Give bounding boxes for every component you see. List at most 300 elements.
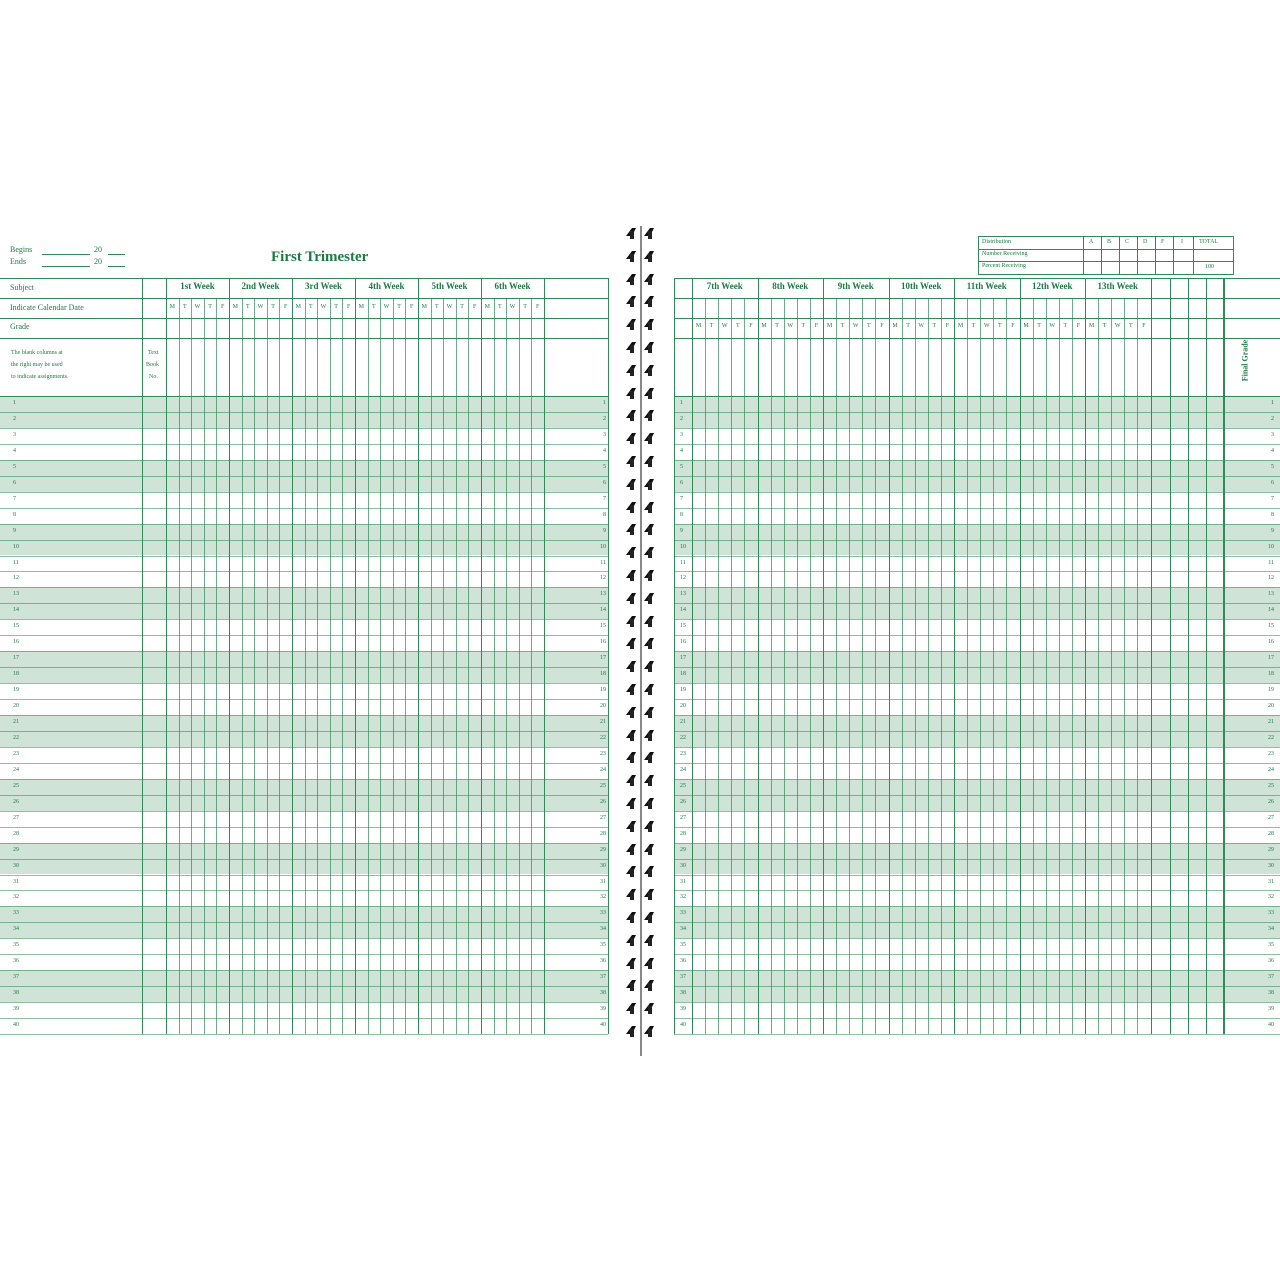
- row-rule: [674, 986, 1280, 987]
- right-page: [660, 0, 1280, 1280]
- row-number: 26: [600, 798, 606, 805]
- row-number: 4: [680, 447, 683, 454]
- day-letter: W: [194, 304, 201, 310]
- spiral-ring-icon: [624, 956, 640, 965]
- shaded-row: [674, 906, 1280, 922]
- day-letter: T: [372, 304, 376, 310]
- row-number: 23: [13, 750, 19, 757]
- day-letter: T: [840, 323, 845, 329]
- day-rule: [456, 298, 457, 1034]
- day-rule: [431, 298, 432, 1034]
- day-letter: M: [295, 304, 301, 310]
- blank-column-rule: [1188, 278, 1189, 1034]
- row-number: 37: [13, 974, 19, 981]
- row-number: 34: [13, 926, 19, 933]
- day-letter: F: [1076, 323, 1081, 329]
- day-rule: [1033, 298, 1034, 1034]
- row-number: 13: [680, 591, 686, 598]
- spiral-ring-icon: [624, 614, 640, 623]
- row-number: 31: [680, 878, 686, 885]
- spiral-ring-icon: [624, 226, 640, 235]
- day-letter: W: [257, 304, 264, 310]
- day-rule: [531, 298, 532, 1034]
- shaded-row: [674, 970, 1280, 986]
- day-letter: T: [932, 323, 937, 329]
- row-number: 17: [1268, 655, 1274, 662]
- spiral-ring-icon: [624, 682, 640, 691]
- day-letter: W: [852, 323, 859, 329]
- day-letter: T: [523, 304, 527, 310]
- row-number: 22: [600, 734, 606, 741]
- week-rule: [229, 278, 230, 1034]
- day-letter: T: [271, 304, 275, 310]
- day-rule: [1137, 298, 1138, 1034]
- percent-total: 100: [1205, 264, 1214, 270]
- row-number: 4: [13, 447, 16, 454]
- row-number: 30: [680, 862, 686, 869]
- day-letter: M: [1023, 323, 1029, 329]
- row-rule: [674, 1034, 1280, 1035]
- day-rule: [967, 298, 968, 1034]
- day-letter: M: [761, 323, 767, 329]
- header-rule: [674, 278, 1280, 279]
- row-number: 16: [600, 639, 606, 646]
- day-rule: [1006, 298, 1007, 1034]
- row-number: 38: [680, 990, 686, 997]
- shaded-row: [674, 922, 1280, 938]
- row-rule: [674, 954, 1280, 955]
- percent-receiving-label: Percent Receiving: [982, 263, 1026, 269]
- row-number: 16: [13, 639, 19, 646]
- week-rule: [954, 278, 955, 1034]
- day-letter: T: [183, 304, 187, 310]
- row-rule: [674, 859, 1280, 860]
- row-number: 25: [13, 782, 19, 789]
- day-letter: W: [918, 323, 925, 329]
- row-number: 15: [680, 623, 686, 630]
- shaded-row: [674, 731, 1280, 747]
- row-number: 40: [13, 1022, 19, 1029]
- row-number: 5: [1271, 463, 1274, 470]
- row-rule: [674, 747, 1280, 748]
- row-rule: [674, 1002, 1280, 1003]
- row-number: 31: [600, 878, 606, 885]
- row-number: 30: [600, 862, 606, 869]
- week-label: 10th Week: [900, 281, 942, 291]
- row-number: 36: [600, 958, 606, 965]
- header-rule: [0, 278, 608, 279]
- row-number: 28: [600, 830, 606, 837]
- row-number: 7: [680, 495, 683, 502]
- week-rule: [823, 278, 824, 1034]
- day-letter: W: [787, 323, 794, 329]
- day-rule: [368, 298, 369, 1034]
- week-rule: [889, 278, 890, 1034]
- row-number: 10: [13, 543, 19, 550]
- row-number: 27: [680, 814, 686, 821]
- spiral-ring-icon: [624, 659, 640, 668]
- shaded-row: [674, 715, 1280, 731]
- row-number: 9: [680, 527, 683, 534]
- day-rule: [179, 298, 180, 1034]
- row-rule: [674, 651, 1280, 652]
- row-number: 14: [600, 607, 606, 614]
- day-letter: T: [397, 304, 401, 310]
- day-rule: [191, 298, 192, 1034]
- row-number: 33: [1268, 910, 1274, 917]
- row-number: 32: [600, 894, 606, 901]
- day-rule: [279, 298, 280, 1034]
- spiral-wire: [640, 226, 642, 1056]
- grade-b-label: B: [1107, 239, 1112, 245]
- row-rule: [674, 970, 1280, 971]
- day-rule: [836, 298, 837, 1034]
- week-label: 12th Week: [1031, 281, 1073, 291]
- day-letter: W: [1114, 323, 1121, 329]
- row-number: 21: [600, 719, 606, 725]
- day-letter: F: [880, 323, 884, 329]
- blank-column-rule: [544, 278, 545, 1034]
- spiral-ring-icon: [624, 386, 640, 395]
- row-number: 34: [1268, 926, 1274, 933]
- spiral-ring-icon: [624, 864, 640, 873]
- spiral-ring-icon: [624, 545, 640, 554]
- row-number: 11: [680, 559, 686, 566]
- row-number: 6: [603, 479, 606, 486]
- day-letter: W: [983, 323, 990, 329]
- day-letter: F: [814, 323, 819, 329]
- row-number: 10: [600, 543, 606, 550]
- day-rule: [718, 298, 719, 1034]
- calendar-date-label: Indicate Calendar Date: [10, 303, 84, 312]
- left-attendance-grid: [0, 0, 620, 1280]
- spiral-ring-icon: [624, 408, 640, 417]
- row-number: 10: [1268, 543, 1274, 550]
- row-number: 18: [600, 671, 606, 678]
- row-number: 12: [600, 575, 606, 582]
- row-number: 30: [1268, 862, 1274, 869]
- week-rule: [292, 278, 293, 1034]
- day-rule: [744, 298, 745, 1034]
- spiral-ring-icon: [624, 705, 640, 714]
- textbook-column-rule: [166, 278, 167, 1034]
- row-number: 29: [13, 846, 19, 853]
- row-number: 23: [600, 750, 606, 757]
- grade-f-label: F: [1161, 239, 1165, 245]
- week-label: 11th Week: [966, 281, 1007, 291]
- page-title: First Trimester: [271, 249, 369, 265]
- day-rule: [1046, 298, 1047, 1034]
- blank-column-rule: [1206, 278, 1207, 1034]
- row-number: 8: [680, 511, 683, 518]
- day-letter: M: [957, 323, 964, 329]
- day-letter: W: [383, 304, 390, 310]
- day-letter: M: [169, 304, 175, 310]
- row-number: 18: [13, 671, 19, 678]
- row-number: 33: [600, 910, 606, 917]
- day-letter: T: [736, 323, 740, 329]
- row-rule: [674, 938, 1280, 939]
- row-number: 27: [13, 814, 19, 821]
- row-rule: [674, 843, 1280, 844]
- row-number: 20: [600, 703, 606, 710]
- day-letter: W: [446, 304, 453, 310]
- day-rule: [204, 298, 205, 1034]
- row-number: 37: [680, 974, 686, 981]
- row-rule: [674, 444, 1280, 445]
- row-number: 25: [680, 782, 686, 789]
- spiral-ring-icon: [624, 728, 640, 737]
- day-letter: T: [801, 323, 806, 329]
- shaded-row: [674, 476, 1280, 492]
- text-book-label-1: Text: [148, 350, 159, 356]
- row-number: 23: [1268, 750, 1274, 757]
- spiral-ring-icon: [624, 750, 640, 759]
- row-number: 19: [13, 687, 19, 694]
- row-number: 21: [1268, 719, 1274, 725]
- text-book-label-2: Book: [146, 362, 160, 368]
- spiral-ring-icon: [624, 272, 640, 281]
- day-letter: W: [1049, 323, 1056, 329]
- row-number: 7: [13, 495, 16, 502]
- week-rule: [758, 278, 759, 1034]
- ends-year: 20: [94, 257, 102, 266]
- row-number: 31: [13, 878, 19, 885]
- row-rule: [674, 763, 1280, 764]
- row-number: 1: [680, 400, 683, 406]
- row-number: 7: [603, 495, 606, 502]
- day-rule: [254, 298, 255, 1034]
- row-rule: [674, 922, 1280, 923]
- week-label: 13th Week: [1097, 281, 1139, 291]
- day-letter: F: [536, 304, 540, 310]
- row-number: 38: [13, 990, 19, 997]
- day-rule: [941, 298, 942, 1034]
- week-rule: [1020, 278, 1021, 1034]
- day-rule: [506, 298, 507, 1034]
- day-letter: T: [208, 304, 212, 310]
- day-rule: [305, 298, 306, 1034]
- day-rule: [443, 298, 444, 1034]
- row-rule: [674, 571, 1280, 572]
- spiral-ring-icon: [624, 477, 640, 486]
- day-rule: [242, 298, 243, 1034]
- distribution-label: Distribution: [982, 239, 1012, 245]
- row-number: 6: [1271, 479, 1274, 486]
- day-letter: F: [1142, 323, 1146, 329]
- day-letter: M: [484, 304, 490, 310]
- row-number: 37: [600, 974, 606, 981]
- spiral-ring-icon: [624, 796, 640, 805]
- day-rule: [915, 298, 916, 1034]
- week-rule: [1085, 278, 1086, 1034]
- grade-c-label: C: [1125, 239, 1130, 245]
- row-number: 5: [680, 463, 683, 470]
- row-number: 11: [1268, 559, 1274, 566]
- row-number: 12: [13, 575, 19, 582]
- row-rule: [674, 731, 1280, 732]
- row-rule: [674, 779, 1280, 780]
- shaded-row: [674, 524, 1280, 540]
- shaded-row: [674, 986, 1280, 1002]
- blank-column-rule: [1170, 278, 1171, 1034]
- row-rule: [674, 556, 1280, 557]
- day-rule: [342, 298, 343, 1034]
- row-rule: [674, 875, 1280, 876]
- shaded-row: [674, 843, 1280, 859]
- label-column-rule: [142, 278, 143, 1034]
- spiral-ring-icon: [624, 431, 640, 440]
- row-number: 2: [13, 415, 16, 422]
- spiral-ring-icon: [624, 591, 640, 600]
- spiral-ring-icon: [624, 363, 640, 372]
- row-number: 40: [680, 1022, 686, 1029]
- row-number: 12: [680, 575, 686, 582]
- row-rule: [674, 1018, 1280, 1019]
- row-number: 32: [1268, 894, 1274, 901]
- row-number: 29: [1268, 846, 1274, 853]
- shaded-row: [674, 460, 1280, 476]
- row-number: 21: [680, 719, 686, 725]
- row-number: 20: [1268, 703, 1274, 710]
- row-number: 14: [13, 607, 19, 614]
- day-letter: M: [826, 323, 833, 329]
- row-number: 36: [680, 958, 686, 965]
- begins-year: 20: [94, 245, 102, 254]
- row-number: 8: [603, 511, 606, 518]
- grade-d-label: D: [1143, 239, 1148, 245]
- row-number: 33: [680, 910, 686, 917]
- row-number: 6: [680, 479, 683, 486]
- day-letter: F: [945, 323, 950, 329]
- total-label: TOTAL: [1199, 239, 1219, 245]
- day-letter: M: [1088, 323, 1095, 329]
- row-rule: [674, 492, 1280, 493]
- row-number: 24: [1268, 766, 1274, 773]
- header-rule: [674, 396, 1280, 397]
- spiral-ring-icon: [624, 317, 640, 326]
- row-rule: [674, 667, 1280, 668]
- day-rule: [330, 298, 331, 1034]
- row-number: 1: [13, 400, 16, 406]
- day-rule: [494, 298, 495, 1034]
- row-number: 8: [13, 511, 16, 518]
- row-rule: [674, 635, 1280, 636]
- day-letter: F: [473, 304, 477, 310]
- row-rule: [674, 460, 1280, 461]
- assignment-note-1: The blank columns at: [11, 350, 63, 356]
- row-number: 34: [680, 926, 686, 933]
- row-number: 25: [1268, 782, 1274, 789]
- row-rule: [674, 795, 1280, 796]
- row-number: 39: [13, 1006, 19, 1013]
- shaded-row: [674, 396, 1280, 412]
- row-number: 4: [1271, 447, 1274, 454]
- row-rule: [674, 587, 1280, 588]
- row-number: 32: [680, 894, 686, 901]
- row-number: 19: [680, 687, 686, 694]
- row-number: 21: [13, 719, 19, 725]
- row-number: 1: [603, 400, 606, 406]
- week-label: 7th Week: [706, 281, 743, 291]
- row-number: 4: [603, 447, 606, 454]
- row-number: 35: [1268, 942, 1274, 949]
- day-letter: T: [435, 304, 439, 310]
- row-rule: [674, 906, 1280, 907]
- day-rule: [468, 298, 469, 1034]
- row-number: 25: [600, 782, 606, 789]
- day-letter: W: [509, 304, 516, 310]
- day-rule: [993, 298, 994, 1034]
- row-rule: [674, 540, 1280, 541]
- row-number: 27: [1268, 814, 1274, 821]
- day-rule: [875, 298, 876, 1034]
- week-label: 2nd Week: [241, 281, 280, 291]
- spiral-ring-icon: [624, 636, 640, 645]
- row-number: 5: [13, 463, 16, 470]
- day-letter: T: [906, 323, 910, 329]
- blank-column-rule: [692, 278, 693, 1034]
- row-rule: [0, 1034, 608, 1035]
- week-label: 1st Week: [180, 281, 215, 291]
- spiral-binding: [622, 226, 662, 1056]
- day-letter: T: [246, 304, 250, 310]
- row-number: 13: [1268, 591, 1274, 598]
- day-rule: [980, 298, 981, 1034]
- day-letter: T: [867, 323, 871, 329]
- spiral-ring-icon: [624, 522, 640, 531]
- row-number: 22: [13, 734, 19, 741]
- row-rule: [674, 428, 1280, 429]
- row-number: 28: [13, 830, 19, 837]
- row-number: 12: [1268, 575, 1274, 582]
- final-grade-rule: [1223, 278, 1225, 1034]
- shaded-row: [674, 587, 1280, 603]
- header-rule: [674, 338, 1280, 339]
- spiral-ring-icon: [624, 842, 640, 851]
- day-letter: T: [775, 323, 779, 329]
- row-number: 35: [13, 942, 19, 949]
- day-rule: [1059, 298, 1060, 1034]
- right-attendance-grid: [660, 0, 1280, 1280]
- row-number: 10: [680, 543, 686, 550]
- week-label: 3rd Week: [304, 281, 343, 291]
- day-rule: [1072, 298, 1073, 1034]
- row-rule: [674, 412, 1280, 413]
- day-letter: M: [892, 323, 898, 329]
- row-number: 23: [680, 750, 686, 757]
- assignment-note-2: the right may be used: [11, 362, 63, 368]
- row-rule: [674, 683, 1280, 684]
- row-number: 26: [680, 798, 686, 805]
- row-number: 24: [600, 766, 606, 773]
- left-page: [0, 0, 620, 1280]
- day-rule: [405, 298, 406, 1034]
- shaded-row: [674, 667, 1280, 683]
- day-letter: M: [358, 304, 364, 310]
- assignment-note-3: to indicate assignments.: [11, 374, 69, 380]
- row-number: 7: [1271, 495, 1274, 502]
- spiral-ring-icon: [624, 568, 640, 577]
- day-letter: M: [232, 304, 238, 310]
- row-number: 40: [600, 1022, 606, 1029]
- row-number: 16: [680, 639, 686, 646]
- row-number: 5: [603, 463, 606, 470]
- day-letter: T: [1037, 323, 1041, 329]
- day-rule: [928, 298, 929, 1034]
- row-number: 3: [603, 431, 606, 438]
- spiral-ring-icon: [624, 454, 640, 463]
